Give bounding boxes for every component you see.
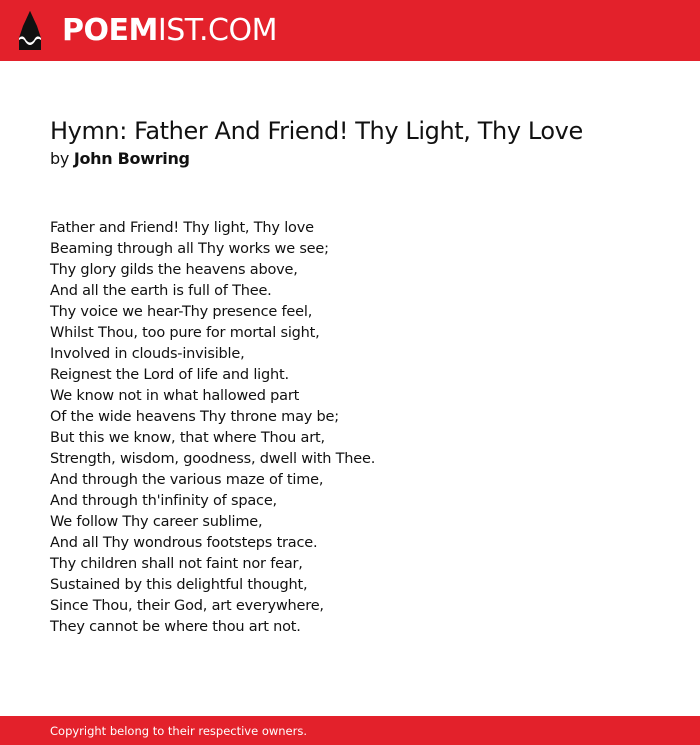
poem-line: They cannot be where thou art not. [50, 619, 301, 635]
pencil-tip-icon[interactable] [17, 10, 43, 51]
byline [50, 149, 670, 169]
poem-line: Of the wide heavens Thy throne may be; [50, 409, 339, 425]
poem-line: And all Thy wondrous footsteps trace. [50, 535, 318, 551]
poem-line: Since Thou, their God, art everywhere, [50, 598, 324, 614]
poem-body [50, 218, 670, 638]
poem-line: Father and Friend! Thy light, Thy love [50, 220, 314, 236]
poem-line: And through th'infinity of space, [50, 493, 277, 509]
poem-line: Thy children shall not faint nor fear, [50, 556, 303, 572]
poem-line: Reignest the Lord of life and light. [50, 367, 289, 383]
poem-line: But this we know, that where Thou art, [50, 430, 325, 446]
copyright-text: Copyright belong to their respective owners. [50, 724, 308, 738]
poem-line: Sustained by this delightful thought, [50, 577, 308, 593]
poem-line: Thy voice we hear-Thy presence feel, [50, 304, 313, 320]
poem-line: Strength, wisdom, goodness, dwell with Thee. [50, 451, 376, 467]
author-name: John Bowring [73, 149, 190, 168]
logo-bold-text: POEM [62, 13, 158, 48]
poem-line: We follow Thy career sublime, [50, 514, 263, 530]
poem-line: And through the various maze of time, [50, 472, 324, 488]
site-logo[interactable] [62, 12, 277, 50]
poem-line: Beaming through all Thy works we see; [50, 241, 329, 257]
by-prefix: by [50, 149, 70, 168]
poem-line: And all the earth is full of Thee. [50, 283, 272, 299]
poem-line: Thy glory gilds the heavens above, [50, 262, 298, 278]
poem-title: Hymn: Father And Friend! Thy Light, Thy Love [50, 117, 583, 145]
poem-line: Involved in clouds-invisible, [50, 346, 245, 362]
poem-line: We know not in what hallowed part [50, 388, 300, 404]
poem-content [50, 113, 670, 638]
poem-line: Whilst Thou, too pure for mortal sight, [50, 325, 320, 341]
site-footer [0, 716, 700, 745]
logo-light-text: IST.COM [157, 13, 277, 48]
site-header [0, 0, 700, 61]
